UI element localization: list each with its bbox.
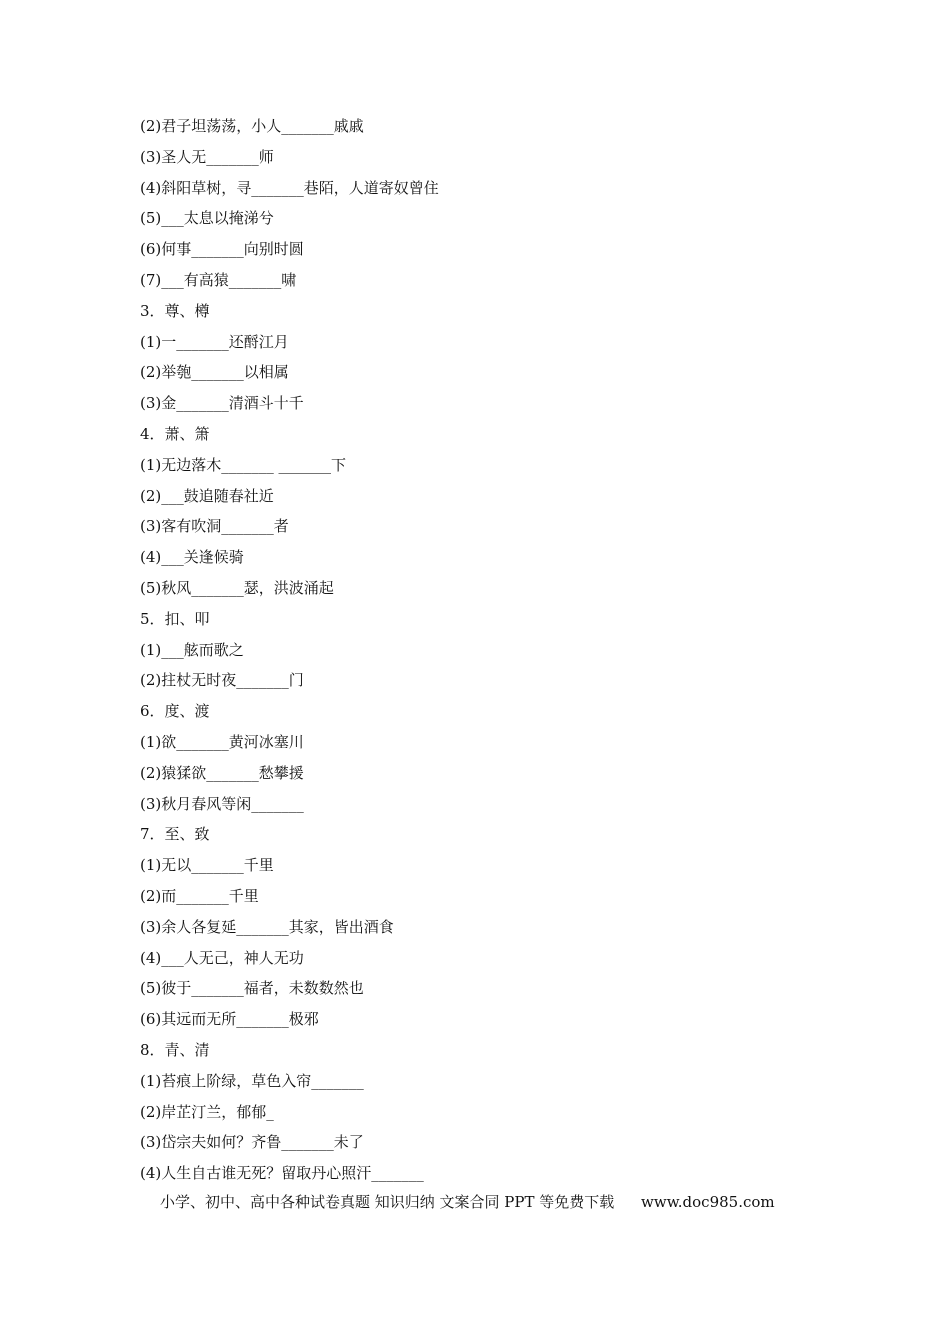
exercise-line: (1)___舷而歌之 xyxy=(140,640,244,659)
exercise-line: (3)秋月春风等闲_______ xyxy=(140,794,304,813)
exercise-line: (5)秋风_______瑟，洪波涌起 xyxy=(140,578,334,597)
exercise-line: (2)___鼓追随春社近 xyxy=(140,486,274,505)
exercise-line: (4)___人无己，神人无功 xyxy=(140,948,304,967)
section-heading: 4．萧、箫 xyxy=(140,424,210,443)
section-heading: 5．扣、叩 xyxy=(140,609,210,628)
section-heading: 6．度、渡 xyxy=(140,702,210,721)
exercise-line: (3)圣人无_______师 xyxy=(140,147,274,166)
exercise-line: (1)苔痕上阶绿，草色入帘_______ xyxy=(140,1071,364,1090)
exercise-line: (2)君子坦荡荡，小人_______戚戚 xyxy=(140,117,364,135)
exercise-line: (1)一_______还酹江月 xyxy=(140,332,289,351)
exercise-line: (3)金_______清酒斗十千 xyxy=(140,394,304,413)
section-heading: 8．青、清 xyxy=(140,1040,210,1059)
exercise-line: (3)岱宗夫如何？齐鲁_______未了 xyxy=(140,1133,364,1152)
exercise-line: (2)拄杖无时夜_______门 xyxy=(140,671,304,690)
exercise-line: (7)___有高猿_______啸 xyxy=(140,270,297,289)
footer-text: 小学、初中、高中各种试卷真题 知识归纳 文案合同 PPT 等免费下载 xyxy=(160,1193,615,1211)
exercise-line: (3)客有吹洞_______者 xyxy=(140,517,289,536)
footer-url[interactable]: www.doc985.com xyxy=(641,1193,775,1211)
exercise-line: (6)何事_______向别时圆 xyxy=(140,240,304,259)
exercise-line: (2)猿猱欲_______愁攀援 xyxy=(140,763,304,782)
exercise-line: (2)而_______千里 xyxy=(140,886,259,905)
exercise-line: (3)余人各复延_______其家，皆出酒食 xyxy=(140,917,394,936)
exercise-line: (5)___太息以掩涕兮 xyxy=(140,209,274,228)
page-footer xyxy=(160,1190,775,1214)
exercise-line: (5)彼于_______福者，未数数然也 xyxy=(140,979,364,998)
exercise-line: (1)无以_______千里 xyxy=(140,856,274,875)
exercise-line: (6)其远而无所_______极邪 xyxy=(140,1010,319,1029)
exercise-list xyxy=(140,111,840,1189)
exercise-line: (1)欲_______黄河冰塞川 xyxy=(140,732,304,751)
exercise-line: (1)无边落木_______ _______下 xyxy=(140,455,347,474)
exercise-line: (4)人生自古谁无死？留取丹心照汗_______ xyxy=(140,1164,424,1183)
exercise-line: (2)举匏_______以相属 xyxy=(140,363,289,382)
exercise-line: (4)斜阳草树，寻_______巷陌，人道寄奴曾住 xyxy=(140,178,439,197)
section-heading: 3．尊、樽 xyxy=(140,301,210,320)
exercise-line: (2)岸芷汀兰，郁郁_ xyxy=(140,1102,274,1121)
exercise-line: (4)___关逢候骑 xyxy=(140,548,244,567)
section-heading: 7．至、致 xyxy=(140,825,210,844)
